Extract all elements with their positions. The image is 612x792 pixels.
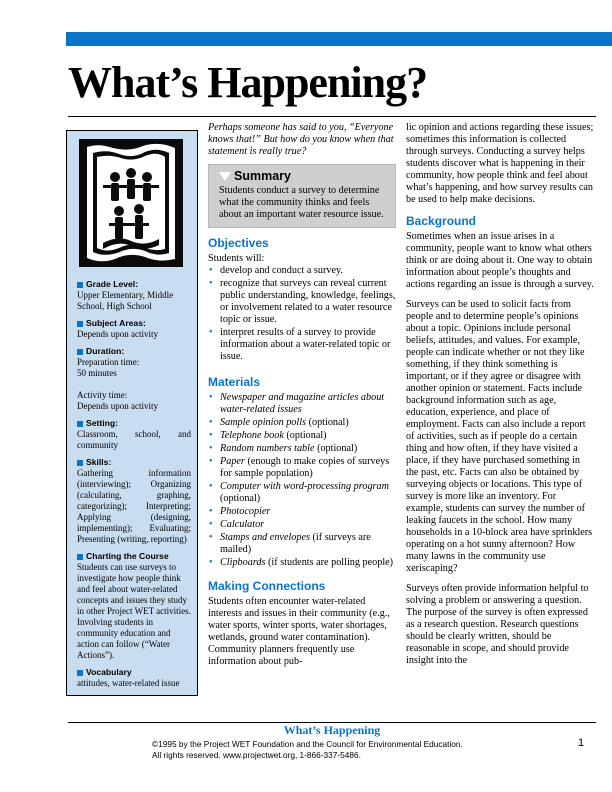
objectives-lead: Students will:: [208, 253, 265, 264]
bullet-icon: •: [209, 506, 213, 517]
materials-list: [208, 392, 396, 569]
summary-text: Students conduct a survey to determine what the community thinks and feels about an important water resource issue.: [219, 185, 384, 220]
vocabulary-section: [77, 667, 191, 689]
charting-the-course-section: [77, 551, 191, 661]
square-bullet-icon: [77, 554, 83, 560]
section-heading: Grade Level:: [86, 279, 139, 289]
square-bullet-icon: [77, 321, 83, 327]
section-heading: Skills:: [86, 457, 112, 467]
continued-text: lic opinion and actions regarding these issues; sometimes this information is collected through surveys. Conducting a survey helps students discover what is happening in their community, how people think and feel about what’s happening, and how survey results can be used to help make decisions.: [406, 122, 594, 205]
footer-title: What’s Happening: [283, 723, 381, 737]
bullet-icon: •: [209, 519, 213, 530]
list-item: • interpret results of a survey to provide information about a water-related topic or issue.: [209, 327, 391, 362]
bullet-icon: •: [209, 327, 213, 338]
section-text: Gathering information (interviewing); Organizing (calculating, graphing, categorizing); Interpreting; Applying (designing, implementing); Evaluating; Presenting (writing, reporting): [77, 468, 191, 544]
sidebar-sections: [77, 279, 191, 695]
section-text: attitudes, water-related issue: [77, 678, 180, 688]
list-item: • develop and conduct a survey.: [209, 265, 343, 276]
bullet-icon: •: [209, 265, 213, 276]
square-bullet-icon: [77, 282, 83, 288]
list-item: • Calculator: [209, 519, 265, 530]
materials-heading: Materials: [208, 375, 261, 389]
section-text: Upper Elementary, Middle School, High School: [77, 290, 174, 311]
list-item: • recognize that surveys can reveal current public understanding, knowledge, feelings, or involvement related to a water resource topic or issue.: [209, 278, 396, 325]
objectives-heading: Objectives: [208, 236, 269, 250]
duration-section: [77, 346, 191, 412]
triangle-icon: [219, 172, 231, 181]
making-connections-heading: Making Connections: [208, 579, 326, 593]
list-item: • Stamps and envelopes (if surveys are mailed): [209, 532, 371, 555]
section-text: Classroom, school, and community: [77, 429, 191, 450]
summary-heading: Summary: [234, 169, 291, 183]
main-column-1: [208, 122, 396, 668]
square-bullet-icon: [77, 460, 83, 466]
title-rule: [68, 116, 596, 117]
background-paragraph-2: Surveys can be used to solicit facts from people and to determine people’s opinions about a topic. Opinions include personal beliefs, attitudes, and values. For example, people can indicate whether or not they like something, if they think something is important, or if they agree or disagree with another opinion or statement. Facts include background information such as age, education, experience, and place of employment. Facts can also include a report of activities, such as if people do a certain thing and how often, if they have visited a place, if they have purchased something in the past, etc. Facts can also be obtained by surveying objects or locations. This type of survey is more like an inventory. For example, students can survey the number of leaking faucets in the school. How many households in a 10-block area have sprinklers operating on a hot sunny afternoon? How many lawns in the community use xeriscaping?: [406, 299, 593, 574]
section-text: Preparation time: 50 minutes Activity time: Depends upon activity: [77, 357, 158, 411]
bullet-icon: •: [209, 430, 213, 441]
background-heading: Background: [406, 214, 477, 228]
list-item: • Paper (enough to make copies of surveys for sample population): [209, 456, 390, 479]
page-title: What’s Happening?: [68, 58, 428, 107]
summary-box: [208, 164, 396, 228]
bullet-icon: •: [209, 278, 213, 289]
list-item: • Sample opinion polls (optional): [209, 417, 349, 428]
skills-section: [77, 457, 191, 545]
bullet-icon: •: [209, 417, 213, 428]
list-item: • Newspaper and magazine articles about water-related issues: [209, 392, 385, 415]
bullet-icon: •: [209, 532, 213, 543]
main-column-2: [406, 122, 594, 675]
footer-copyright: [152, 739, 532, 760]
bullet-icon: •: [209, 481, 213, 492]
objectives-list: [208, 265, 396, 363]
section-heading: Vocabulary: [86, 667, 132, 677]
section-heading: Setting:: [86, 418, 118, 428]
page-number: 1: [578, 737, 585, 749]
section-heading: Duration:: [86, 346, 125, 356]
section-text: Depends upon activity: [77, 329, 158, 339]
background-paragraph-3: Surveys often provide information helpful to solving a problem or answering a question. The purpose of the survey is often expressed as a research question. Research questions should be clearly written, should be reasonable in scope, and should provide insight into the: [406, 583, 589, 666]
bullet-icon: •: [209, 443, 213, 454]
people-illustration: [79, 139, 183, 267]
background-paragraph-1: Sometimes when an issue arises in a community, people want to know what others think or are doing about it. One way to obtain information about people’s thoughts and actions regarding an issue is through a survey.: [406, 231, 594, 290]
copyright-line: ©1995 by the Project WET Foundation and the Council for Environmental Education.: [152, 739, 463, 749]
top-accent-bar: [66, 32, 612, 46]
subject-areas-section: [77, 318, 191, 340]
list-item: • Photocopier: [209, 506, 271, 517]
bullet-icon: •: [209, 392, 213, 403]
section-heading: Charting the Course: [86, 551, 169, 561]
square-bullet-icon: [77, 421, 83, 427]
grade-level-section: [77, 279, 191, 312]
square-bullet-icon: [77, 349, 83, 355]
section-heading: Subject Areas:: [86, 318, 146, 328]
section-text: Students can use surveys to investigate how people think and feel about water-related concepts and issues they study in other Project WET activities. Involving students in community education and action can follow (“Water Actions”).: [77, 562, 191, 660]
bullet-icon: •: [209, 456, 213, 467]
list-item: • Clipboards (if students are polling people): [209, 557, 394, 568]
making-connections-text: Students often encounter water-related interests and issues in their community (e.g., water sports, winter sports, water shortages, wetlands, ground water contamination). Community planners frequently use information about pub-: [208, 596, 390, 667]
list-item: • Random numbers table (optional): [209, 443, 358, 454]
setting-section: [77, 418, 191, 451]
list-item: • Computer with word-processing program (optional): [209, 481, 389, 504]
bullet-icon: •: [209, 557, 213, 568]
square-bullet-icon: [77, 670, 83, 676]
list-item: • Telephone book (optional): [209, 430, 327, 441]
rights-line: All rights reserved. www.projectwet.org, 1-866-337-5486.: [152, 749, 361, 760]
intro-text: Perhaps someone has said to you, “Everyone knows that!” But how do you know when that statement is really true?: [208, 122, 394, 157]
sidebar: [66, 130, 198, 696]
